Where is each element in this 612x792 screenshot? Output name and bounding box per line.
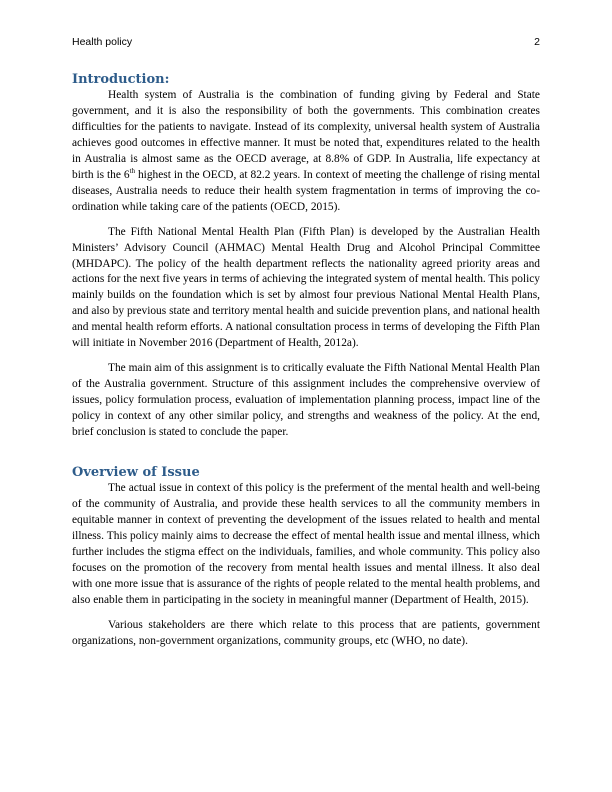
- overview-paragraph-1: The actual issue in context of this policy is the preferment of the mental health and well-being of the community of Australia, and provide these health services to all the community members in equitable manner in context of preventing the development of the issues related to health and mental illness. This policy mainly aims to decrease the effect of mental health issue and mental illness, which further includes the stigma effect on the individuals, families, and whole community. This policy also focuses on the promotion of the recovery from mental health issues and mental illness. It also deal with one more issue that is assurance of the rights of people related to the mental health problems, and also enable them in participating in the society in meaningful manner (Department of Health, 2015).: [72, 482, 540, 606]
- introduction-paragraph-1-text-b: highest in the OECD, at 82.2 years. In context of meeting the challenge of rising mental diseases, Australia needs to reduce their health system fragmentation in terms of improving the co-ordination while taking care of the patients (OECD, 2015).: [72, 168, 540, 213]
- page-number: 2: [534, 36, 540, 48]
- page-header: [72, 36, 540, 50]
- document-body: [72, 71, 540, 650]
- introduction-paragraph-1: [72, 88, 540, 216]
- introduction-paragraph-3: The main aim of this assignment is to critically evaluate the Fifth National Mental Health Plan of the Australia government. Structure of this assignment includes the comprehensive overview of issues, policy formulation process, evaluation of implementation planning process, impact line of the policy in context of any other similar policy, and strengths and weakness of the policy. At the end, brief conclusion is stated to conclude the paper.: [72, 362, 540, 439]
- introduction-paragraph-1-text-a: Health system of Australia is the combination of funding giving by Federal and State government, and it is also the responsibility of both the governments. This combination creates difficulties for the patients to navigate. Instead of its complexity, universal health system of Australia achieves good outcomes in effective manner. It must be noted that, expenditures related to the health in Australia is almost same as the OECD average, at 8.8% of GDP. In Australia, life expectancy at birth is the 6: [72, 89, 540, 181]
- overview-paragraph-2: Various stakeholders are there which relate to this process that are patients, government organizations, non-government organizations, community groups, etc (WHO, no date).: [72, 618, 540, 647]
- running-title: Health policy: [72, 36, 133, 48]
- introduction-paragraph-2: The Fifth National Mental Health Plan (Fifth Plan) is developed by the Australian Health Ministers’ Advisory Council (AHMAC) Mental Health Drug and Alcohol Principal Committee (MHDAPC). The policy of the health department reflects the nationality agreed priority areas and actions for the next five years in terms of achieving the integrated system of mental health. This policy mainly builds on the foundation which is set by almost four previous National Mental Health Plans, and also by previous state and territory mental health and suicide prevention plans, and national health and mental health reform efforts. A national consultation process in terms of developing the Fifth Plan will initiate in November 2016 (Department of Health, 2012a).: [72, 225, 540, 350]
- introduction-heading: Introduction:: [72, 72, 170, 87]
- overview-heading: Overview of Issue: [72, 465, 200, 481]
- ordinal-superscript: th: [129, 166, 136, 175]
